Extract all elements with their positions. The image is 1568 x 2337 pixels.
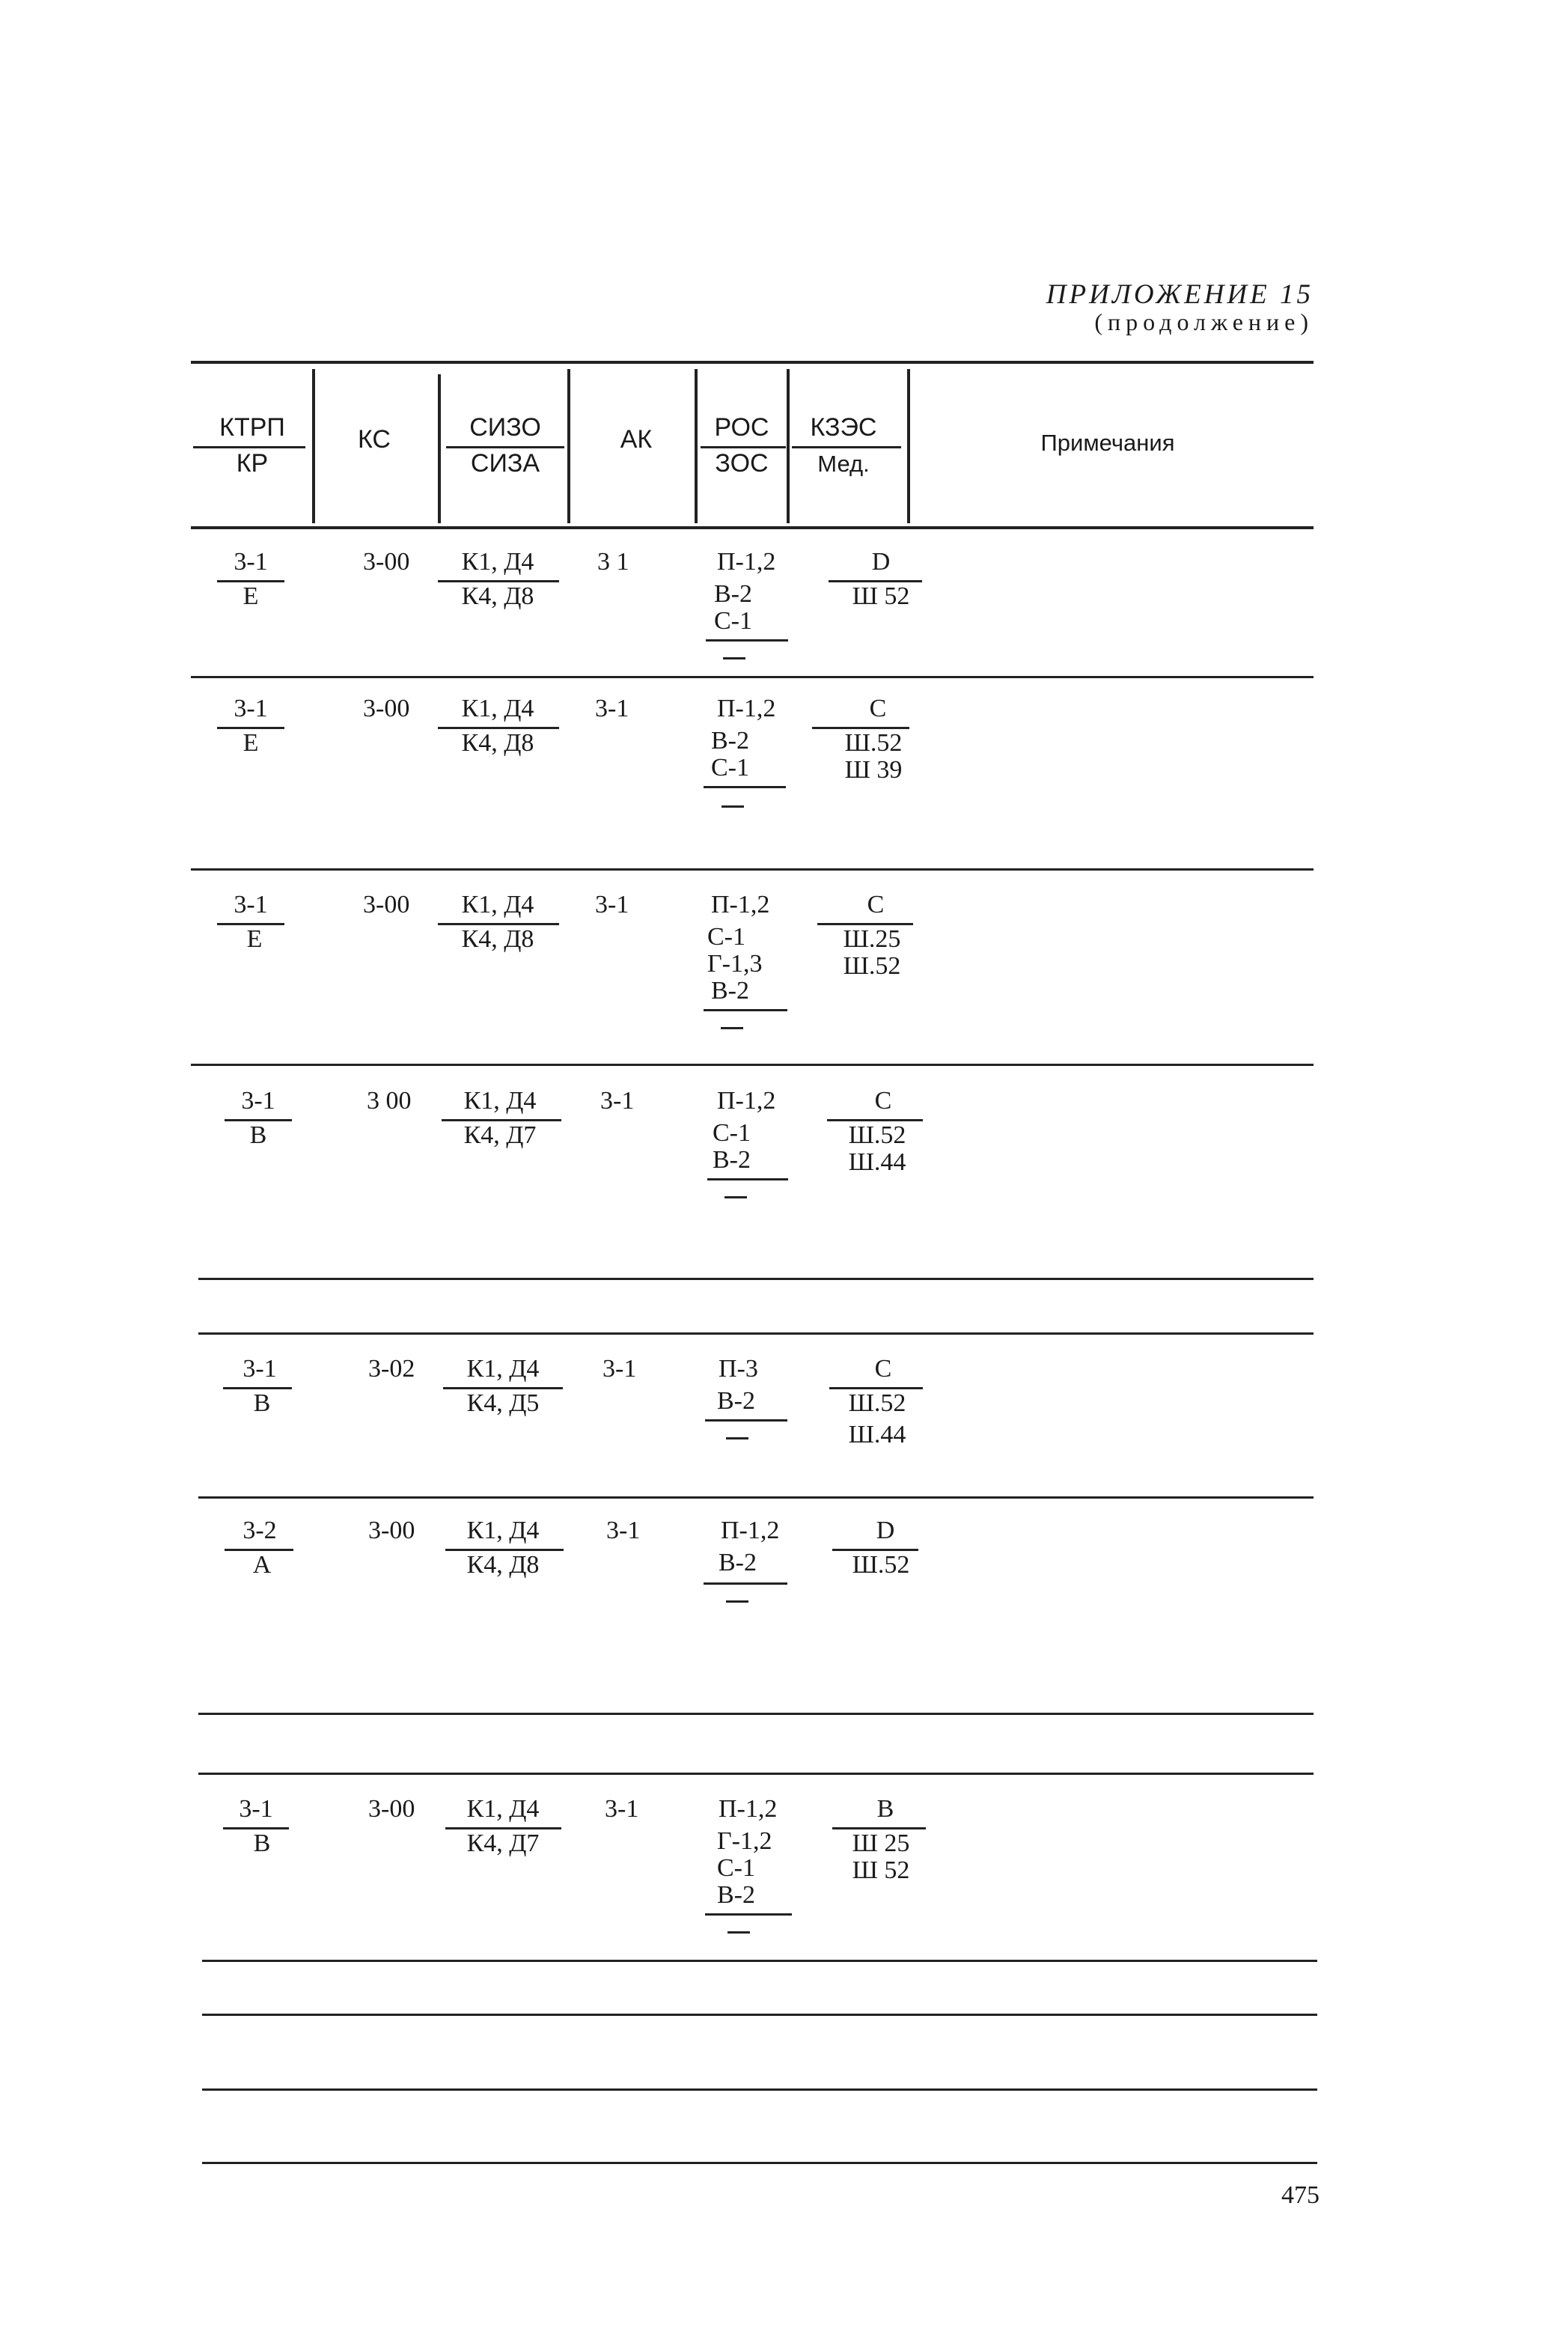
zos-dash bbox=[723, 657, 745, 659]
siza-value: К4, Д8 bbox=[466, 1551, 540, 1579]
header-divider bbox=[567, 369, 570, 523]
ros-value: П-1,2 bbox=[711, 891, 770, 918]
siza-value: К4, Д7 bbox=[463, 1121, 537, 1149]
ros-value: С-1 bbox=[707, 923, 745, 951]
header-bottom-rule bbox=[191, 526, 1314, 529]
row-rule bbox=[198, 1332, 1314, 1335]
zos-dash bbox=[726, 1437, 748, 1439]
header-siza: СИЗА bbox=[470, 449, 540, 478]
appendix-subtitle: (продолжение) bbox=[1094, 308, 1314, 335]
ros-fraction-bar bbox=[704, 1582, 787, 1585]
zos-dash bbox=[721, 1027, 743, 1029]
header-ktrp-bar bbox=[193, 446, 305, 448]
kr-value: А bbox=[252, 1551, 272, 1579]
row-rule bbox=[191, 676, 1314, 678]
ktrp-value: 3-2 bbox=[242, 1517, 277, 1544]
med-value: Ш.44 bbox=[848, 1148, 906, 1176]
zos-dash bbox=[722, 805, 744, 808]
header-kr: КР bbox=[236, 449, 269, 478]
med-value: Ш 52 bbox=[852, 1856, 910, 1884]
ks-value: 3-00 bbox=[363, 695, 410, 722]
table-bottom-rule bbox=[202, 2162, 1317, 2164]
kzes-value: С bbox=[869, 695, 887, 722]
ros-value: В-2 bbox=[713, 1146, 751, 1174]
sizo-value: К1, Д4 bbox=[466, 1355, 540, 1383]
row-rule bbox=[191, 1064, 1314, 1066]
page-number: 475 bbox=[1281, 2181, 1320, 2209]
header-sizo: СИЗО bbox=[469, 413, 541, 442]
ros-value: Г-1,2 bbox=[717, 1827, 772, 1855]
ktrp-value: 3-1 bbox=[239, 1795, 273, 1823]
sizo-value: К1, Д4 bbox=[461, 695, 534, 722]
sizo-value: К1, Д4 bbox=[466, 1795, 540, 1823]
kr-value: В bbox=[253, 1829, 271, 1857]
ks-value: 3-00 bbox=[368, 1795, 415, 1823]
med-value: Ш.25 bbox=[843, 925, 901, 953]
header-kzes: КЗЭС bbox=[810, 413, 877, 442]
header-ros: РОС bbox=[714, 413, 769, 442]
ak-value: 3-1 bbox=[595, 891, 629, 918]
ak-value: 3-1 bbox=[606, 1517, 641, 1544]
ros-value: П-1,2 bbox=[717, 548, 776, 576]
table-top-rule bbox=[191, 361, 1314, 364]
header-ros-bar bbox=[701, 446, 786, 448]
med-value: Ш.52 bbox=[848, 1389, 906, 1417]
header-zos: ЗОС bbox=[715, 449, 769, 478]
med-value: Ш 39 bbox=[844, 756, 903, 784]
header-divider bbox=[438, 374, 441, 523]
kr-value: Е bbox=[242, 582, 259, 610]
kr-value: Е bbox=[246, 925, 263, 953]
ros-fraction-bar bbox=[705, 1913, 792, 1916]
ros-value: В-2 bbox=[717, 1881, 755, 1909]
row-rule bbox=[198, 1278, 1314, 1280]
kzes-value: С bbox=[867, 891, 885, 918]
header-divider bbox=[695, 369, 698, 523]
siza-value: К4, Д8 bbox=[461, 582, 534, 610]
med-value: Ш.44 bbox=[848, 1421, 906, 1448]
ks-value: 3-00 bbox=[368, 1517, 415, 1544]
ros-value: П-1,2 bbox=[721, 1517, 780, 1544]
ktrp-value: 3-1 bbox=[234, 891, 268, 918]
header-divider bbox=[787, 369, 790, 523]
row-rule bbox=[191, 868, 1314, 871]
ros-value: П-1,2 bbox=[717, 1087, 776, 1115]
ros-fraction-bar bbox=[704, 1009, 787, 1011]
ros-value: П-3 bbox=[719, 1355, 758, 1383]
ktrp-value: 3-1 bbox=[241, 1087, 275, 1115]
med-value: Ш.52 bbox=[844, 729, 903, 757]
row-rule bbox=[198, 1713, 1314, 1715]
ak-value: 3-1 bbox=[603, 1355, 637, 1383]
sizo-value: К1, Д4 bbox=[461, 891, 534, 918]
ak-value: 3-1 bbox=[595, 695, 629, 722]
row-rule bbox=[202, 2014, 1317, 2016]
med-value: Ш.52 bbox=[843, 952, 901, 980]
kr-value: В bbox=[253, 1389, 271, 1417]
ros-value: С-1 bbox=[717, 1854, 755, 1882]
kr-value: В bbox=[249, 1121, 267, 1149]
siza-value: К4, Д8 bbox=[461, 729, 534, 757]
sizo-value: К1, Д4 bbox=[463, 1087, 537, 1115]
appendix-title: ПРИЛОЖЕНИЕ 15 bbox=[1046, 279, 1314, 310]
zos-dash bbox=[726, 1600, 748, 1603]
siza-value: К4, Д7 bbox=[466, 1829, 540, 1857]
row-rule bbox=[198, 1496, 1314, 1499]
header-divider bbox=[907, 369, 910, 523]
ks-value: 3-02 bbox=[368, 1355, 415, 1383]
row-rule bbox=[202, 2088, 1317, 2091]
ros-fraction-bar bbox=[704, 786, 786, 788]
ks-value: 3-00 bbox=[363, 891, 410, 918]
ros-value: В-2 bbox=[714, 580, 752, 608]
ak-value: 3-1 bbox=[605, 1795, 639, 1823]
row-rule bbox=[198, 1773, 1314, 1775]
ros-value: В-2 bbox=[717, 1387, 755, 1415]
ros-fraction-bar bbox=[707, 1178, 788, 1180]
med-value: Ш.52 bbox=[848, 1121, 906, 1149]
header-sizo-bar bbox=[446, 446, 564, 448]
ros-fraction-bar bbox=[706, 639, 788, 642]
ros-value: В-2 bbox=[711, 977, 749, 1005]
ros-fraction-bar bbox=[705, 1419, 787, 1422]
sizo-value: К1, Д4 bbox=[461, 548, 534, 576]
header-ks: КС bbox=[358, 425, 391, 454]
kr-value: Е bbox=[242, 729, 259, 757]
ros-value: Г-1,3 bbox=[707, 950, 763, 978]
ak-value: 3 1 bbox=[597, 548, 629, 576]
header-ak: АК bbox=[620, 425, 653, 454]
siza-value: К4, Д5 bbox=[466, 1389, 540, 1417]
ks-value: 3 00 bbox=[367, 1087, 412, 1115]
kzes-value: D bbox=[876, 1517, 895, 1544]
ktrp-value: 3-1 bbox=[234, 695, 268, 722]
kzes-value: С bbox=[874, 1087, 892, 1115]
ros-value: С-1 bbox=[713, 1119, 751, 1147]
ros-value: П-1,2 bbox=[717, 695, 776, 722]
zos-dash bbox=[727, 1931, 750, 1934]
ktrp-value: 3-1 bbox=[234, 548, 268, 576]
med-value: Ш.52 bbox=[852, 1551, 910, 1579]
header-ktrp: КТРП bbox=[219, 413, 285, 442]
ros-value: В-2 bbox=[719, 1549, 757, 1576]
ros-value: С-1 bbox=[714, 607, 752, 635]
header-notes: Примечания bbox=[1040, 430, 1175, 456]
kzes-value: D bbox=[871, 548, 891, 576]
kzes-value: В bbox=[876, 1795, 894, 1823]
ak-value: 3-1 bbox=[600, 1087, 635, 1115]
header-kzes-bar bbox=[792, 446, 901, 448]
header-med: Мед. bbox=[817, 451, 870, 477]
zos-dash bbox=[724, 1196, 747, 1198]
header-divider bbox=[312, 369, 315, 523]
ros-value: П-1,2 bbox=[719, 1795, 778, 1823]
ros-value: В-2 bbox=[711, 727, 749, 755]
kzes-value: С bbox=[874, 1355, 892, 1383]
ros-value: С-1 bbox=[711, 754, 749, 781]
row-rule bbox=[202, 1960, 1317, 1962]
med-value: Ш 52 bbox=[852, 582, 910, 610]
ktrp-value: 3-1 bbox=[242, 1355, 277, 1383]
med-value: Ш 25 bbox=[852, 1829, 910, 1857]
siza-value: К4, Д8 bbox=[461, 925, 534, 953]
sizo-value: К1, Д4 bbox=[466, 1517, 540, 1544]
ks-value: 3-00 bbox=[363, 548, 410, 576]
